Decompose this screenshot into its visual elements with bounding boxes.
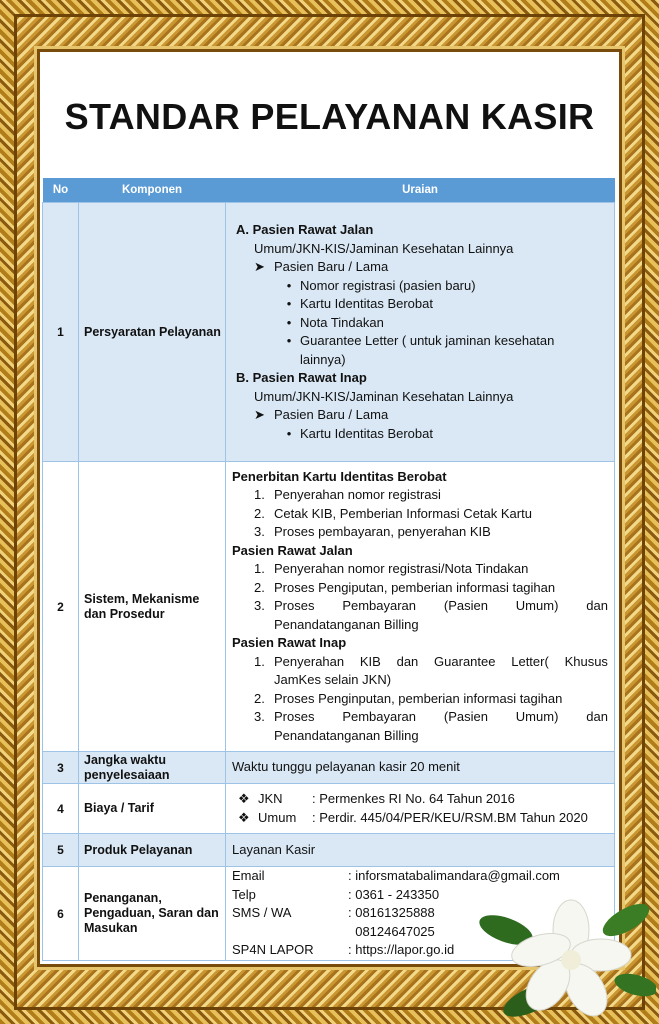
- contact-line: SP4N LAPOR : https://lapor.go.id: [232, 942, 455, 958]
- list-item-text: Cetak KIB, Pemberian Informasi Cetak Kartu: [274, 505, 532, 521]
- list-item: 1. Penyerahan nomor registrasi: [232, 486, 608, 505]
- page-title: STANDAR PELAYANAN KASIR: [64, 96, 595, 137]
- list-item: 1. Penyerahan nomor registrasi/Nota Tindakan: [232, 560, 608, 579]
- list-item-text: Pasien Baru / Lama: [274, 407, 389, 422]
- row-component: Sistem, Mekanisme dan Prosedur: [79, 462, 226, 752]
- justified-line: Penyerahan KIB dan Guarantee Letter( Khusus: [274, 653, 608, 669]
- row-component: Penanganan, Pengaduan, Saran dan Masukan: [79, 867, 226, 961]
- list-item: 1. Penyerahan KIB dan Guarantee Letter( Khusus: [232, 653, 608, 672]
- document-page: [40, 52, 619, 964]
- list-item: ❖ Umum : Perdir. 445/04/PER/KEU/RSM.BM Tahun 2020: [232, 809, 608, 828]
- list-item-text: Proses pembayaran, penyerahan KIB: [274, 524, 491, 540]
- list-item: [232, 406, 608, 425]
- list-item-text: Penyerahan nomor registrasi: [274, 487, 441, 503]
- list-item-text: Kartu Identitas Berobat: [300, 425, 433, 441]
- contact-line: 08124647025: [348, 923, 435, 939]
- section-title: B. Pasien Rawat Inap: [236, 370, 367, 385]
- list-item-text: Kartu Identitas Berobat: [300, 296, 433, 311]
- table-row: [43, 203, 615, 462]
- list-item-text: Guarantee Letter ( untuk jaminan kesehatan: [300, 333, 555, 348]
- row-number: 6: [43, 867, 79, 961]
- row-description: [226, 203, 615, 462]
- dot-bullet-icon: •: [286, 333, 292, 348]
- list-item: [232, 314, 608, 333]
- list-item: [232, 295, 608, 314]
- arrow-bullet-icon: ➤: [254, 259, 265, 274]
- list-item-continuation: lainnya): [300, 351, 346, 367]
- list-item-text: Penyerahan nomor registrasi/Nota Tindakan: [274, 561, 529, 577]
- service-standard-table: [42, 178, 615, 961]
- list-item-continuation: JamKes selain JKN): [274, 672, 392, 688]
- row-component: Persyaratan Pelayanan: [79, 203, 226, 462]
- list-item: ❖ JKN : Permenkes RI No. 64 Tahun 2016: [232, 790, 608, 809]
- diamond-bullet-icon: ❖: [238, 791, 250, 806]
- header-no: No: [43, 178, 79, 203]
- justified-line: Proses Pembayaran (Pasien Umum) dan: [274, 709, 608, 725]
- row-number: 4: [43, 784, 79, 834]
- dot-bullet-icon: •: [286, 425, 292, 441]
- row-component: Biaya / Tarif: [79, 784, 226, 834]
- list-item-continuation: Penandatanganan Billing: [274, 727, 419, 743]
- table-row: [43, 834, 615, 867]
- list-item-text: Nomor registrasi (pasien baru): [300, 277, 476, 293]
- header-uraian: Uraian: [226, 178, 615, 203]
- contact-line: Email : inforsmatabalimandara@gmail.com: [232, 868, 560, 884]
- list-item: 3. Proses Pembayaran (Pasien Umum) dan: [232, 708, 608, 727]
- row-number: 3: [43, 752, 79, 784]
- contact-line: SMS / WA : 08161325888: [232, 905, 435, 921]
- row-description: Layanan Kasir: [226, 834, 615, 867]
- arrow-bullet-icon: ➤: [254, 407, 265, 422]
- row-number: 1: [43, 203, 79, 462]
- contact-line: Telp : 0361 - 243350: [232, 886, 440, 902]
- text-line: Umum/JKN-KIS/Jaminan Kesehatan Lainnya: [254, 388, 514, 404]
- row-component: Jangka waktu penyelesaiaan: [79, 752, 226, 784]
- section-title: Penerbitan Kartu Identitas Berobat: [232, 468, 447, 484]
- section-title: A. Pasien Rawat Jalan: [236, 222, 374, 237]
- row-description: [226, 462, 615, 752]
- list-item-text: Proses Pengiputan, pemberian informasi tagihan: [274, 579, 556, 595]
- dot-bullet-icon: •: [286, 314, 292, 330]
- list-item: 3. Proses pembayaran, penyerahan KIB: [232, 523, 608, 542]
- table-row: [43, 752, 615, 784]
- list-item-text: Nota Tindakan: [300, 314, 384, 330]
- list-item: 2. Proses Penginputan, pemberian informasi tagihan: [232, 690, 608, 709]
- dot-bullet-icon: •: [286, 277, 292, 293]
- list-item-continuation: Penandatanganan Billing: [274, 616, 419, 632]
- section-title: Pasien Rawat Jalan: [232, 542, 353, 558]
- row-number: 5: [43, 834, 79, 867]
- row-description: Waktu tunggu pelayanan kasir 20 menit: [226, 752, 615, 784]
- list-item: 3. Proses Pembayaran (Pasien Umum) dan: [232, 597, 608, 616]
- table-row: [43, 462, 615, 752]
- header-komponen: Komponen: [79, 178, 226, 203]
- row-component: Produk Pelayanan: [79, 834, 226, 867]
- white-flower-icon: [476, 890, 656, 1024]
- diamond-bullet-icon: ❖: [238, 809, 250, 825]
- list-item: [232, 258, 608, 277]
- justified-line: Proses Pembayaran (Pasien Umum) dan: [274, 598, 608, 614]
- list-item: [232, 277, 608, 296]
- row-number: 2: [43, 462, 79, 752]
- table-row: [43, 784, 615, 834]
- list-item: 2. Cetak KIB, Pemberian Informasi Cetak Kartu: [232, 505, 608, 524]
- table-header-row: [43, 178, 615, 203]
- list-item: [232, 332, 608, 351]
- dot-bullet-icon: •: [286, 296, 292, 311]
- list-item-text: Pasien Baru / Lama: [274, 259, 389, 274]
- list-item: 2. Proses Pengiputan, pemberian informasi tagihan: [232, 579, 608, 598]
- list-item-text: Proses Penginputan, pemberian informasi tagihan: [274, 690, 563, 706]
- list-item: [232, 425, 608, 444]
- row-description: [226, 784, 615, 834]
- section-title: Pasien Rawat Inap: [232, 635, 347, 651]
- text-line: Umum/JKN-KIS/Jaminan Kesehatan Lainnya: [254, 240, 514, 256]
